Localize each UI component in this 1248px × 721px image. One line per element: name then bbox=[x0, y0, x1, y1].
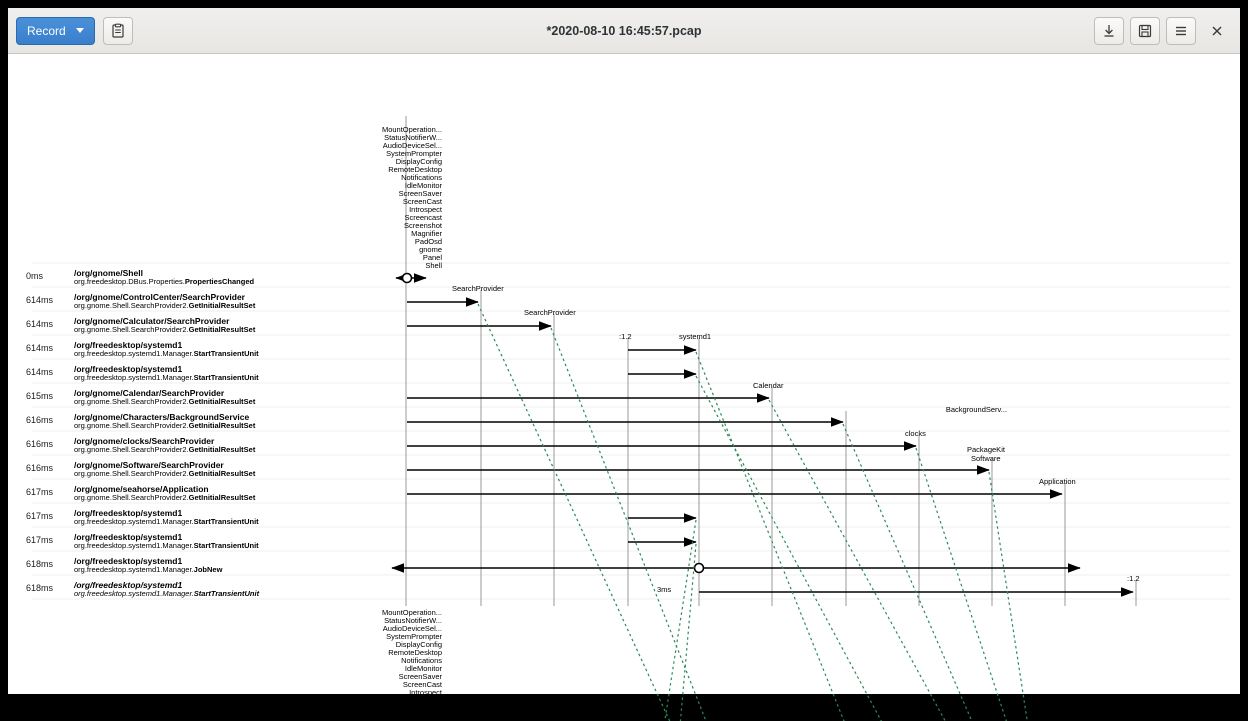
column-label: ScreenCast bbox=[402, 197, 442, 206]
column-label: Notifications bbox=[401, 173, 442, 182]
message-time: 615ms bbox=[26, 391, 54, 401]
message-interface: org.freedesktop.DBus.Properties. bbox=[74, 277, 185, 286]
column-label: MountOperation... bbox=[381, 125, 442, 134]
message-interface: org.gnome.Shell.SearchProvider2. bbox=[74, 301, 189, 310]
message-path: /org/gnome/clocks/SearchProvider bbox=[74, 436, 215, 446]
app-window bbox=[8, 8, 1240, 721]
header-right-controls bbox=[1094, 17, 1232, 45]
message-method: StartTransientUnit bbox=[193, 517, 259, 526]
column-label: ScreenSaver bbox=[398, 672, 442, 681]
message-interface: org.freedesktop.systemd1.Manager. bbox=[74, 349, 194, 358]
download-icon bbox=[1101, 23, 1117, 39]
message-interface: org.gnome.Shell.SearchProvider2. bbox=[74, 469, 189, 478]
dropdown-caret-icon bbox=[76, 28, 84, 33]
message-time: 0ms bbox=[26, 271, 44, 281]
message-path: /org/gnome/Shell bbox=[74, 268, 143, 278]
arrow-label: Software bbox=[971, 454, 1001, 463]
arrow-label: Application bbox=[1039, 477, 1076, 486]
message-method: JobNew bbox=[193, 565, 223, 574]
save-as-button[interactable] bbox=[1130, 17, 1160, 45]
record-button-label: Record bbox=[27, 23, 66, 38]
column-label: PadOsd bbox=[414, 237, 442, 246]
message-interface: org.freedesktop.systemd1.Manager. bbox=[74, 517, 194, 526]
message-path: /org/freedesktop/systemd1 bbox=[74, 508, 183, 518]
message-method: GetInitialResultSet bbox=[188, 325, 256, 334]
column-label: RemoteDesktop bbox=[388, 165, 442, 174]
window-title: *2020-08-10 16:45:57.pcap bbox=[546, 23, 702, 38]
message-time: 617ms bbox=[26, 487, 54, 497]
message-interface: org.freedesktop.systemd1.Manager. bbox=[74, 565, 194, 574]
close-button[interactable] bbox=[1202, 17, 1232, 45]
arrow-label: 3ms bbox=[657, 585, 672, 594]
message-time: 616ms bbox=[26, 415, 54, 425]
column-label: Notifications bbox=[401, 656, 442, 665]
message-interface: org.gnome.Shell.SearchProvider2. bbox=[74, 445, 189, 454]
record-button[interactable] bbox=[16, 17, 95, 45]
sequence-diagram-canvas[interactable] bbox=[8, 54, 1240, 721]
message-interface: org.freedesktop.systemd1.Manager. bbox=[74, 373, 194, 382]
header-left-controls bbox=[16, 17, 133, 45]
message-method: GetInitialResultSet bbox=[188, 301, 256, 310]
menu-button[interactable] bbox=[1166, 17, 1196, 45]
download-button[interactable] bbox=[1094, 17, 1124, 45]
arrow-label: BackgroundServ... bbox=[945, 405, 1007, 414]
message-method: StartTransientUnit bbox=[193, 349, 259, 358]
message-time: 618ms bbox=[26, 583, 54, 593]
column-label: gnome bbox=[419, 245, 442, 254]
message-interface: org.gnome.Shell.SearchProvider2. bbox=[74, 325, 189, 334]
arrow-label: SearchProvider bbox=[524, 308, 576, 317]
arrow-label: SearchProvider bbox=[452, 284, 504, 293]
column-label: StatusNotifierW... bbox=[384, 133, 442, 142]
message-time: 614ms bbox=[26, 343, 54, 353]
arrow-label: :1.2 bbox=[1127, 574, 1140, 583]
message-interface: org.gnome.Shell.SearchProvider2. bbox=[74, 421, 189, 430]
column-label: RemoteDesktop bbox=[388, 648, 442, 657]
message-path: /org/gnome/Calculator/SearchProvider bbox=[74, 316, 230, 326]
message-path: /org/freedesktop/systemd1 bbox=[74, 340, 183, 350]
open-file-button[interactable] bbox=[103, 17, 133, 45]
column-label: DisplayConfig bbox=[395, 640, 442, 649]
message-path: /org/gnome/Characters/BackgroundService bbox=[74, 412, 250, 422]
message-time: 617ms bbox=[26, 535, 54, 545]
message-method: StartTransientUnit bbox=[193, 541, 259, 550]
message-method: GetInitialResultSet bbox=[188, 493, 256, 502]
header-bar bbox=[8, 8, 1240, 54]
save-as-icon bbox=[1137, 23, 1153, 39]
column-label: Magnifier bbox=[411, 712, 442, 721]
message-time: 614ms bbox=[26, 319, 54, 329]
open-file-icon bbox=[110, 23, 126, 39]
message-method: GetInitialResultSet bbox=[188, 469, 256, 478]
column-label: Magnifier bbox=[411, 229, 442, 238]
message-time: 614ms bbox=[26, 295, 54, 305]
column-label: Introspect bbox=[409, 688, 442, 697]
message-interface: org.gnome.Shell.SearchProvider2. bbox=[74, 397, 189, 406]
message-path: /org/freedesktop/systemd1 bbox=[74, 556, 183, 566]
column-label: Screencast bbox=[404, 696, 442, 705]
message-method: StartTransientUnit bbox=[193, 589, 260, 598]
column-label: Screencast bbox=[404, 213, 442, 222]
column-label: IdleMonitor bbox=[404, 664, 442, 673]
message-path: /org/gnome/seahorse/Application bbox=[74, 484, 209, 494]
message-time: 616ms bbox=[26, 463, 54, 473]
message-time: 616ms bbox=[26, 439, 54, 449]
arrow-label: clocks bbox=[905, 429, 926, 438]
column-label: IdleMonitor bbox=[404, 181, 442, 190]
column-label: DisplayConfig bbox=[395, 157, 442, 166]
arrow-label: :1.2 bbox=[619, 332, 632, 341]
arrow-label: systemd1 bbox=[679, 332, 712, 341]
column-label: AudioDeviceSel... bbox=[382, 624, 442, 633]
arrow-label: PackageKit bbox=[967, 445, 1005, 454]
message-time: 618ms bbox=[26, 559, 54, 569]
column-label: Screenshot bbox=[404, 221, 442, 230]
close-icon bbox=[1209, 23, 1225, 39]
message-method: PropertiesChanged bbox=[184, 277, 255, 286]
message-interface: org.freedesktop.systemd1.Manager. bbox=[74, 541, 194, 550]
message-time: 614ms bbox=[26, 367, 54, 377]
column-label: Shell bbox=[425, 261, 442, 270]
hamburger-menu-icon bbox=[1173, 23, 1189, 39]
diagram-svg bbox=[8, 54, 1240, 694]
column-label: Introspect bbox=[409, 205, 442, 214]
column-label: ScreenSaver bbox=[398, 189, 442, 198]
message-method: GetInitialResultSet bbox=[188, 421, 256, 430]
message-path: /org/freedesktop/systemd1 bbox=[74, 580, 183, 590]
message-path: /org/freedesktop/systemd1 bbox=[74, 532, 183, 542]
message-method: GetInitialResultSet bbox=[188, 445, 256, 454]
column-label: Panel bbox=[422, 253, 442, 262]
message-path: /org/gnome/Calendar/SearchProvider bbox=[74, 388, 225, 398]
message-method: StartTransientUnit bbox=[193, 373, 259, 382]
column-label: SystemPrompter bbox=[386, 149, 442, 158]
message-path: /org/freedesktop/systemd1 bbox=[74, 364, 183, 374]
message-time: 617ms bbox=[26, 511, 54, 521]
column-label: StatusNotifierW... bbox=[384, 616, 442, 625]
column-label: SystemPrompter bbox=[386, 632, 442, 641]
arrow-label: Calendar bbox=[753, 381, 784, 390]
diagram-area bbox=[8, 54, 1240, 721]
column-label: ScreenCast bbox=[402, 680, 442, 689]
column-label: MountOperation... bbox=[381, 608, 442, 617]
column-label: Screenshot bbox=[404, 704, 442, 713]
message-path: /org/gnome/Software/SearchProvider bbox=[74, 460, 224, 470]
message-interface: org.freedesktop.systemd1.Manager. bbox=[74, 589, 194, 598]
column-label: AudioDeviceSel... bbox=[382, 141, 442, 150]
message-interface: org.gnome.Shell.SearchProvider2. bbox=[74, 493, 189, 502]
message-method: GetInitialResultSet bbox=[188, 397, 256, 406]
message-path: /org/gnome/ControlCenter/SearchProvider bbox=[74, 292, 245, 302]
